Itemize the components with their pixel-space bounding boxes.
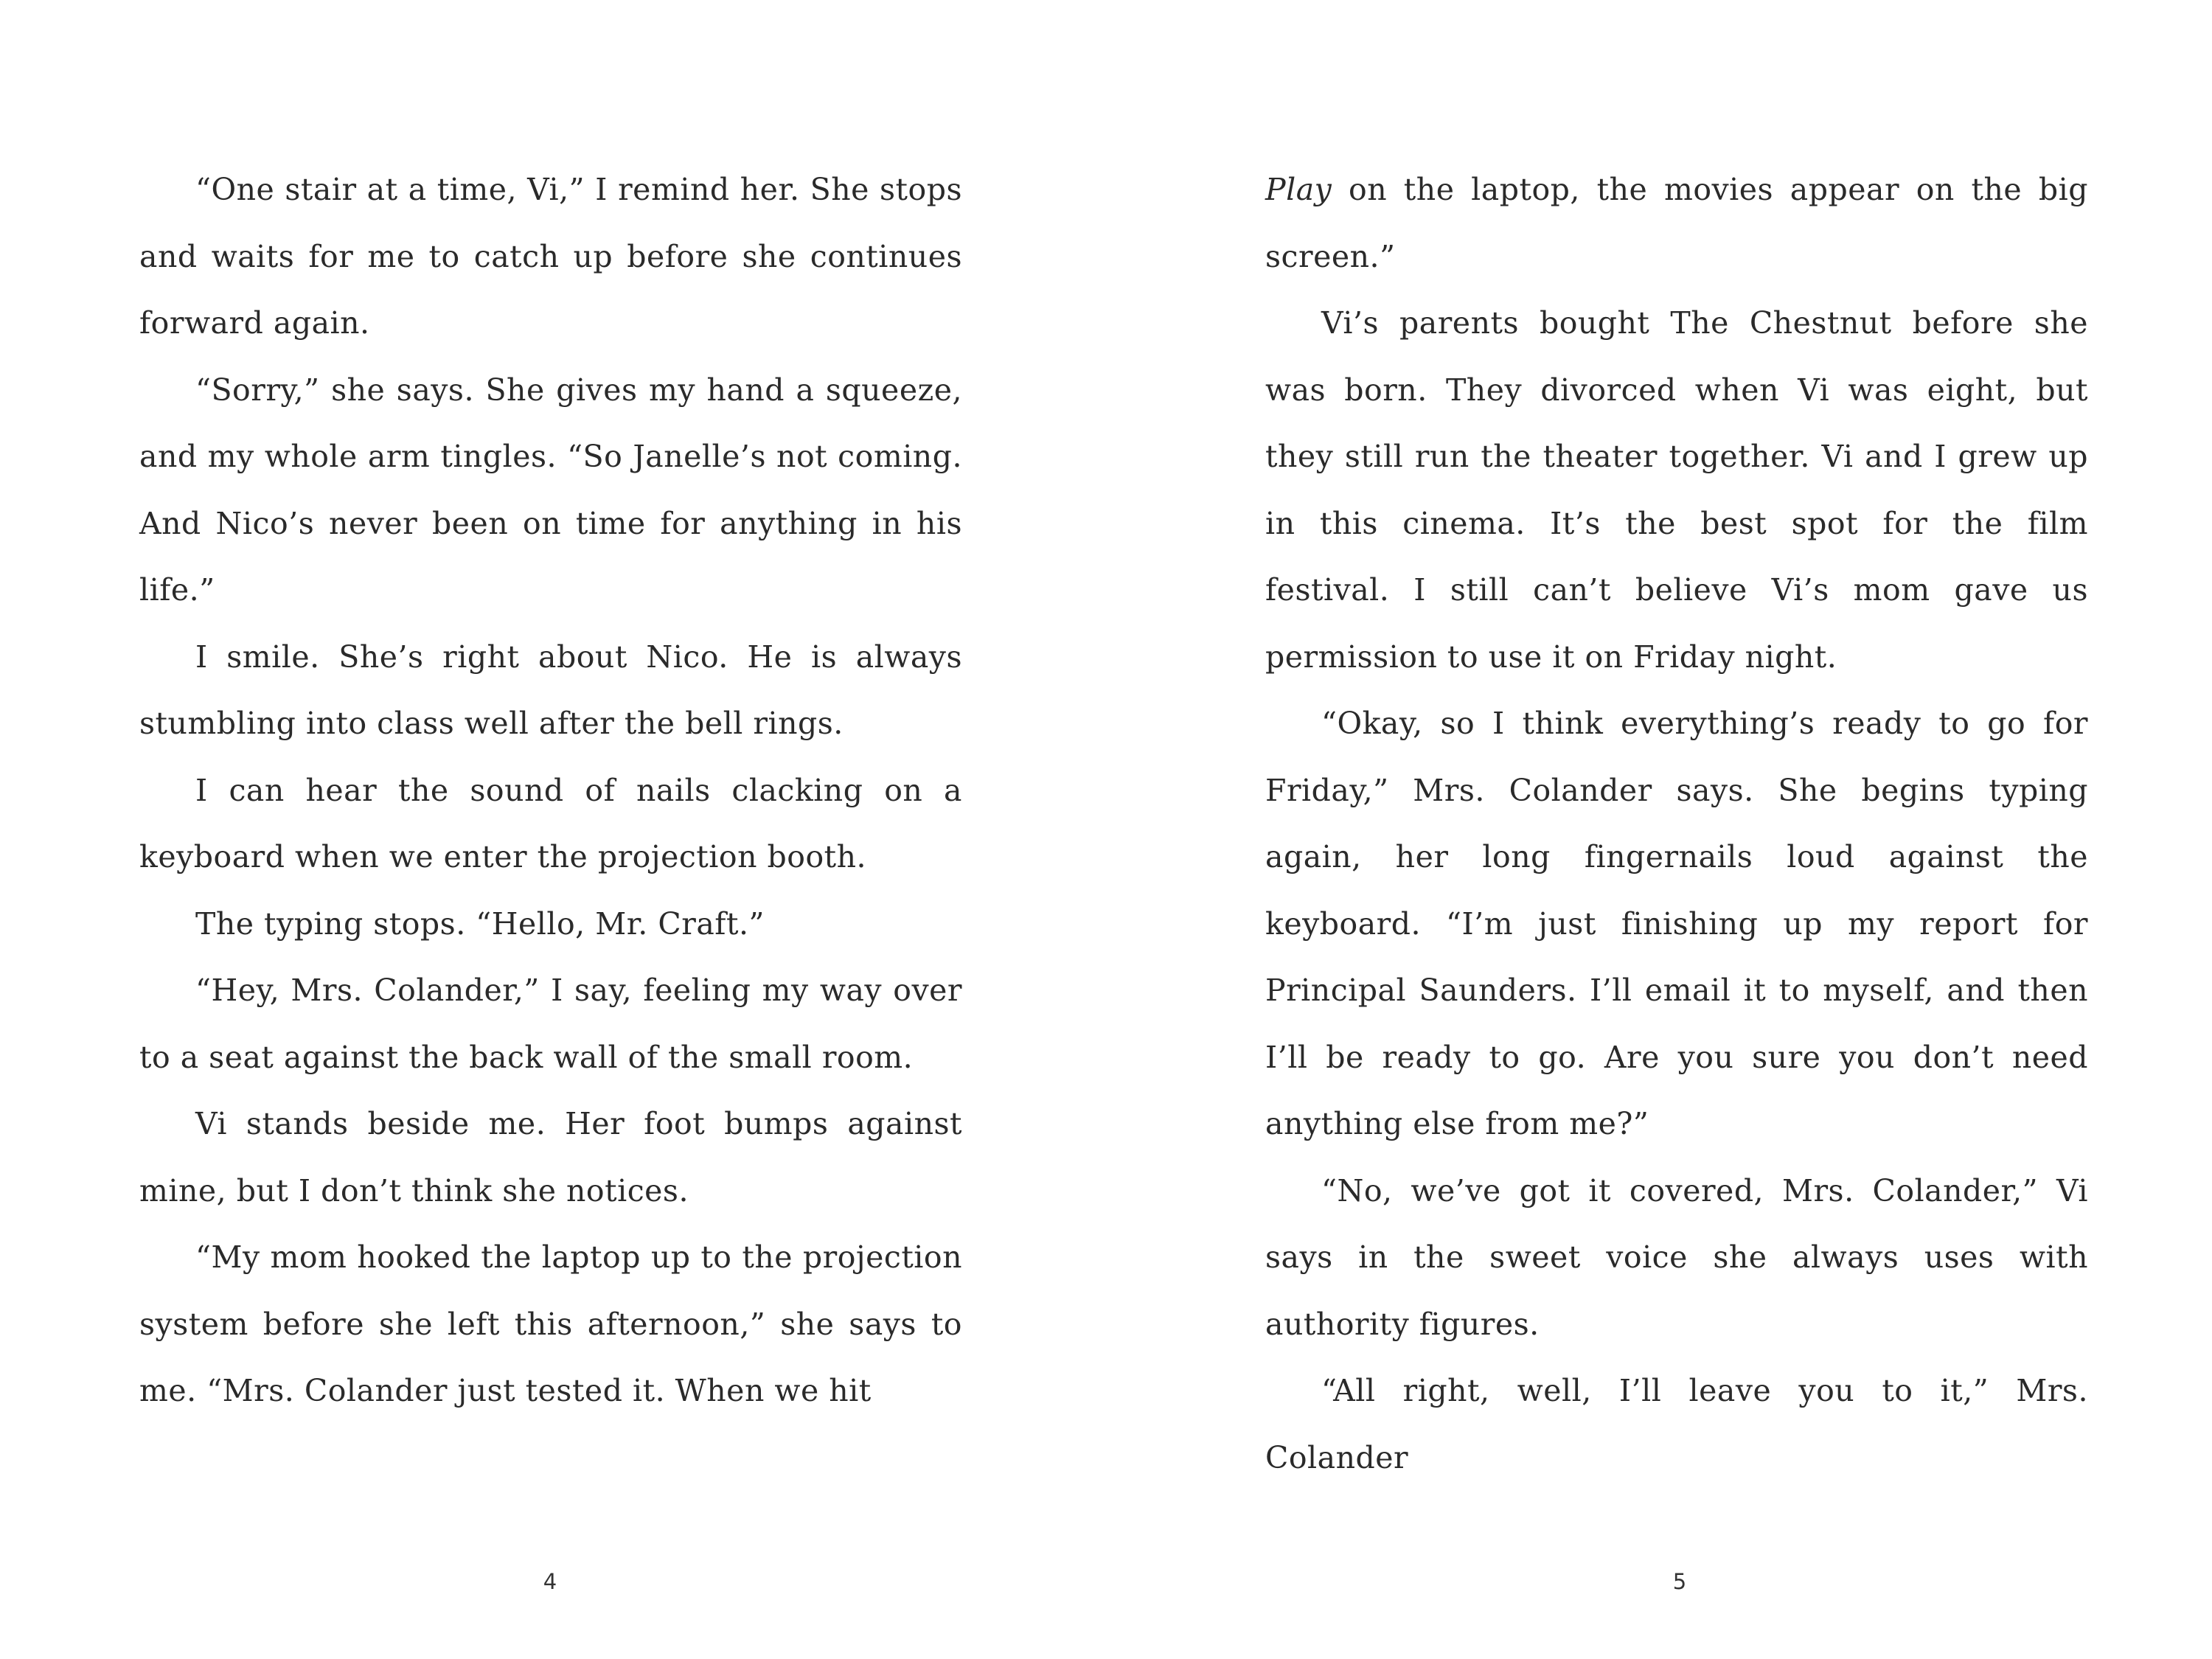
- paragraph: Vi’s parents bought The Chestnut before she was born. They divorced when Vi was eight, but they still run the theater together. Vi and I grew up in this cinema. It’s the best spot for the film festival. I still can’t believe Vi’s mom gave us permission to use it on Friday night.: [1265, 305, 2088, 675]
- paragraph: Vi stands beside me. Her foot bumps against mine, but I don’t think she notices.: [139, 1106, 962, 1208]
- continued-paragraph: [1265, 156, 2088, 290]
- italic-title: Play: [1265, 172, 1332, 207]
- paragraph: “Sorry,” she says. She gives my hand a squeeze, and my whole arm tingles. “So Janelle’s not coming. And Nico’s never been on time for anything in his life.”: [139, 372, 962, 608]
- left-page-text: [139, 156, 962, 1425]
- paragraph: I smile. She’s right about Nico. He is always stumbling into class well after the bell rings.: [139, 639, 962, 741]
- page-number: 4: [543, 1569, 557, 1594]
- page-number: 5: [1672, 1569, 1687, 1594]
- paragraph: “My mom hooked the laptop up to the projection system before she left this afternoon,” she says to me. “Mrs. Colander just tested it. When we hit: [139, 1239, 962, 1408]
- right-page: [1106, 0, 2212, 1659]
- paragraph: “No, we’ve got it covered, Mrs. Colander,” Vi says in the sweet voice she always uses with authority figures.: [1265, 1172, 2088, 1342]
- paragraph-text: on the laptop, the movies appear on the big screen.”: [1265, 172, 2088, 274]
- paragraph: “Hey, Mrs. Colander,” I say, feeling my way over to a seat against the back wall of the small room.: [139, 973, 962, 1075]
- paragraph: I can hear the sound of nails clacking on a keyboard when we enter the projection booth.: [139, 772, 962, 874]
- paragraph: “Okay, so I think everything’s ready to go for Friday,” Mrs. Colander says. She begins typing again, her long fingernails loud against the keyboard. “I’m just finishing up my report for Principal Saunders. I’ll email it to myself, and then I’ll be ready to go. Are you sure you don’t need anything else from me?”: [1265, 706, 2088, 1141]
- paragraph: The typing stops. “Hello, Mr. Craft.”: [195, 905, 765, 942]
- right-page-text: [1265, 156, 2088, 1491]
- paragraph: “All right, well, I’ll leave you to it,” Mrs. Colander: [1265, 1373, 2088, 1475]
- paragraph: “One stair at a time, Vi,” I remind her. She stops and waits for me to catch up before she continues forward again.: [139, 172, 962, 341]
